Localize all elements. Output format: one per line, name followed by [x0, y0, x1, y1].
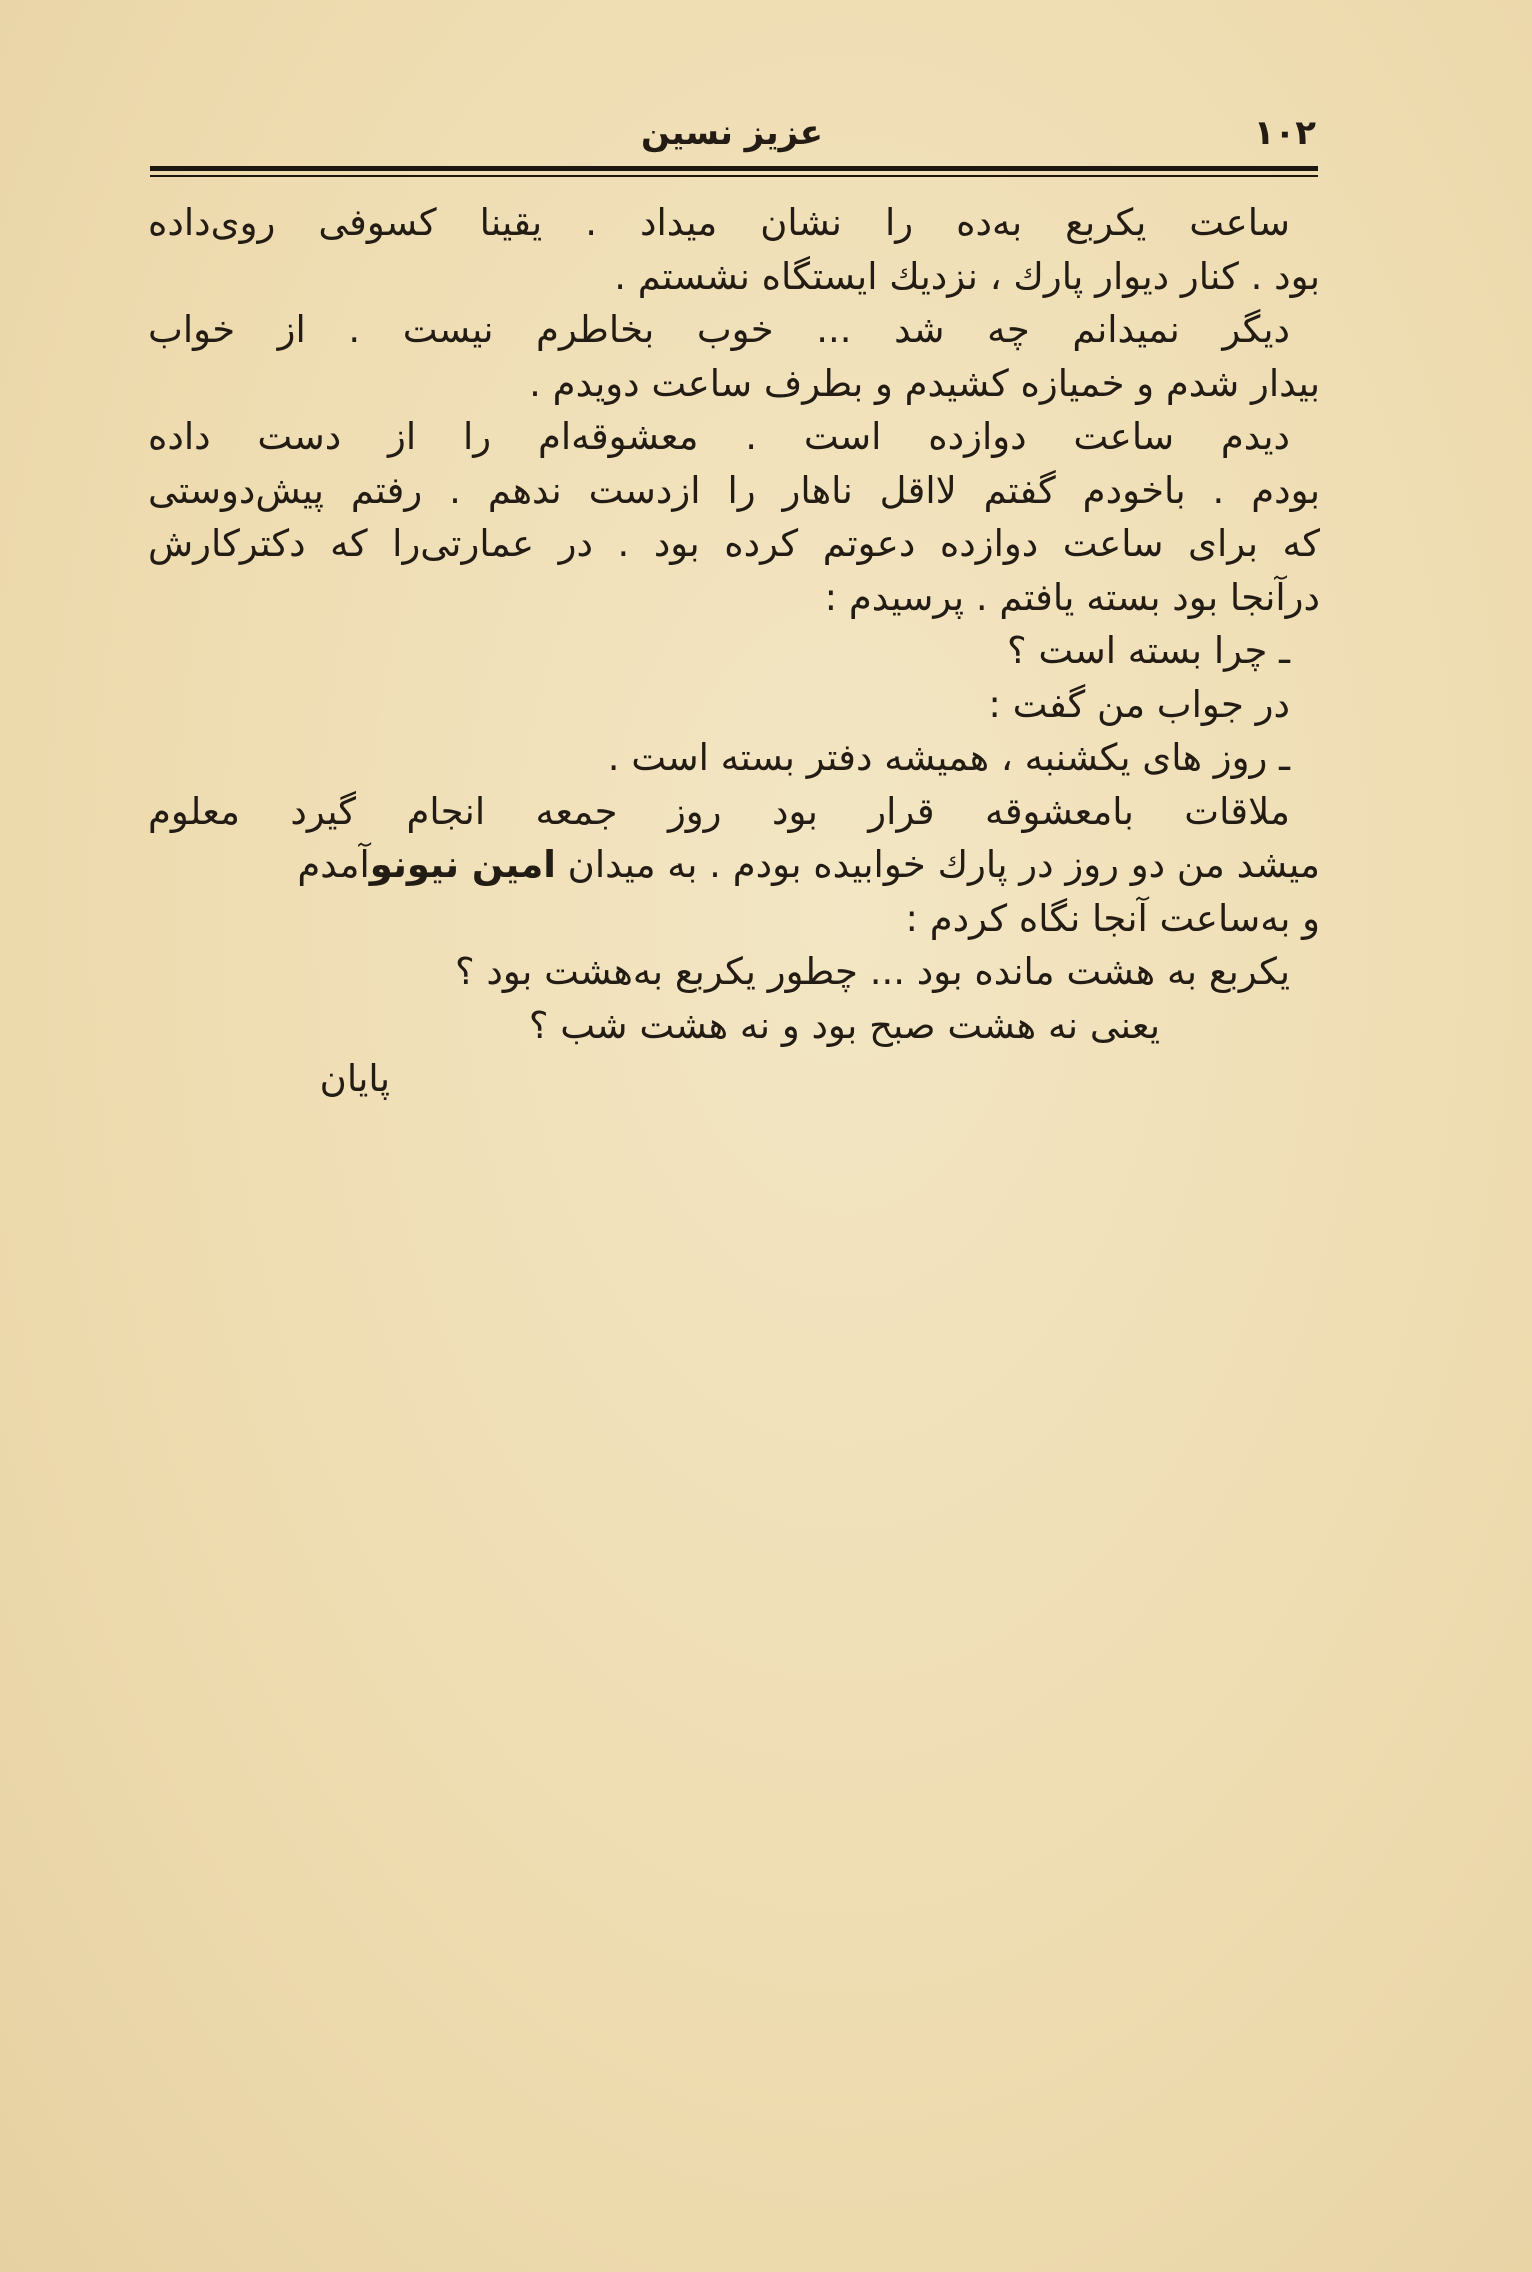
text-line: درآنجا بود بسته یافتم . پرسیدم :: [824, 575, 1320, 619]
text-segment: میشد من دو روز در پارك خوابیده بودم . به میدان: [567, 843, 1320, 886]
text-line: بود . کنار دیوار پارك ، نزدیك ایستگاه نشستم .: [614, 254, 1320, 298]
text-line: که برای ساعت دوازده دعوتم کرده بود . در عمارتی‌را که دکترکارش: [148, 522, 1320, 565]
text-line: در جواب من گفت :: [988, 682, 1290, 726]
page-number: ۱۰۲: [1253, 113, 1316, 153]
text-line: و به‌ساعت آنجا نگاه کردم :: [905, 896, 1320, 940]
text-line: دیگر نمیدانم چه شد ... خوب بخاطرم نیست . از خواب: [148, 308, 1290, 351]
place-name: امین نیونو: [369, 843, 556, 886]
running-title: عزیز نسین: [641, 113, 823, 153]
text-line: ـ چرا بسته است ؟: [1006, 629, 1290, 672]
text-segment: آمدم: [297, 843, 370, 886]
header-rule-thick: [150, 166, 1318, 171]
text-line: دیدم ساعت دوازده است . معشوقه‌ام را از دست داده: [148, 415, 1290, 458]
text-line: ملاقات بامعشوقه قرار بود روز جمعه انجام گیرد معلوم: [148, 789, 1290, 833]
text-line: یکربع به هشت مانده بود ... چطور یکربع به‌هشت بود ؟: [455, 950, 1290, 993]
text-line: یعنی نه هشت صبح بود و نه هشت شب ؟: [528, 1003, 1160, 1047]
text-line: بودم . باخودم گفتم لااقل ناهار را ازدست ندهم . رفتم پیش‌دوستی: [148, 468, 1320, 512]
end-mark: پایان: [319, 1057, 390, 1100]
text-line: ساعت یکربع به‌ده را نشان میداد . یقینا کسوفی روی‌داده: [148, 201, 1290, 244]
header-rule-thin: [150, 175, 1318, 177]
text-line: [148, 838, 1320, 892]
text-line: بیدار شدم و خمیازه کشیدم و بطرف ساعت دویدم .: [529, 361, 1320, 405]
page-header: [148, 108, 1316, 158]
text-line: ـ روز های یکشنبه ، همیشه دفتر بسته است .: [607, 736, 1290, 779]
body-text: [148, 196, 1320, 1106]
